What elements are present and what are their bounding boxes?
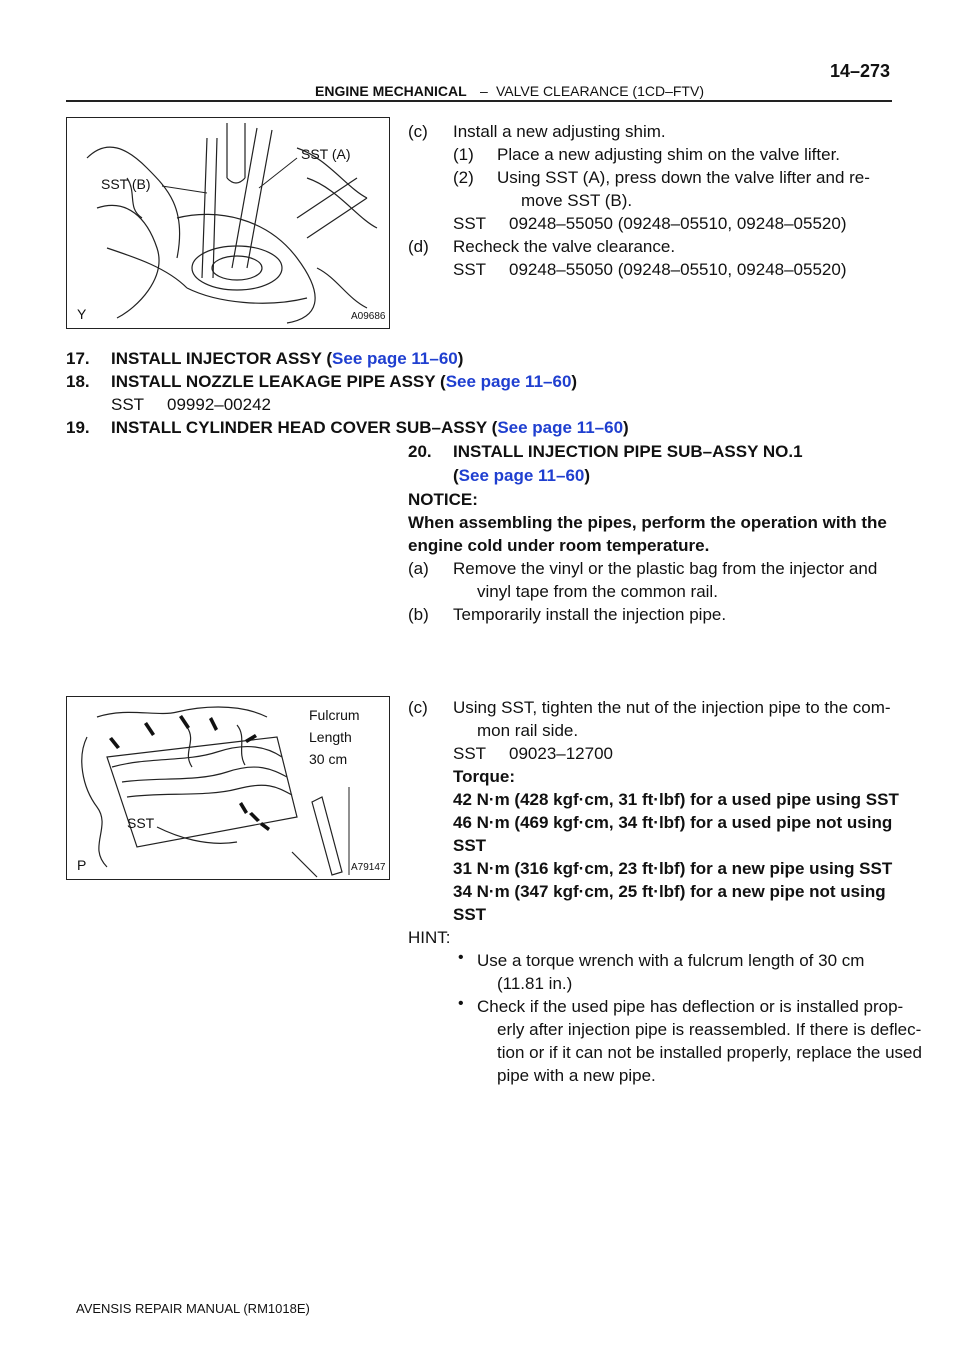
step-17-link[interactable]: See page 11–60 bbox=[332, 349, 458, 368]
torque-title: Torque: bbox=[453, 767, 516, 786]
figure-sst-valve-lifter bbox=[66, 117, 390, 329]
figure-2-illustration bbox=[67, 697, 389, 879]
step-d-text: Recheck the valve clearance. bbox=[453, 237, 676, 256]
substep-2-text-1: Using SST (A), press down the valve lifter and re- bbox=[497, 168, 870, 187]
footer-manual: AVENSIS REPAIR MANUAL (RM1018E) bbox=[76, 1301, 310, 1316]
step-19-end: ) bbox=[623, 418, 629, 437]
notice-line-2: engine cold under room temperature. bbox=[408, 536, 710, 555]
substep-1-mark: (1) bbox=[453, 145, 474, 164]
hint-1-line-2: (11.81 in.) bbox=[497, 974, 573, 993]
figure-1-label-sst-b: SST (B) bbox=[101, 176, 151, 192]
figure-injection-pipe bbox=[66, 696, 390, 880]
step-c2-mark: (c) bbox=[408, 698, 428, 717]
step-20-open: ( bbox=[453, 466, 459, 485]
hint-title: HINT: bbox=[408, 928, 451, 947]
figure-2-mark: P bbox=[77, 857, 87, 873]
torque-3: 31 N·m (316 kgf·cm, 23 ft·lbf) for a new pipe using SST bbox=[453, 859, 893, 878]
sst-3-label: SST bbox=[453, 744, 487, 763]
step-a-mark: (a) bbox=[408, 559, 429, 578]
hint-2-line-1: Check if the used pipe has deflection or is installed prop- bbox=[477, 997, 904, 1016]
page-number: 14–273 bbox=[830, 61, 891, 81]
step-18-text: INSTALL NOZZLE LEAKAGE PIPE ASSY ( bbox=[111, 372, 446, 391]
torque-2: 46 N·m (469 kgf·cm, 34 ft·lbf) for a used pipe not using bbox=[453, 813, 893, 832]
step-18 bbox=[111, 370, 577, 393]
step-18-end: ) bbox=[571, 372, 578, 391]
hint-2-line-4: pipe with a new pipe. bbox=[497, 1066, 656, 1085]
substep-2-text-2: move SST (B). bbox=[521, 191, 633, 210]
figure-2-label-30cm: 30 cm bbox=[309, 751, 348, 767]
hint-2-line-3: tion or if it can not be installed properly, replace the used bbox=[497, 1043, 922, 1062]
step-20-ref bbox=[453, 464, 590, 487]
header-rule bbox=[66, 100, 892, 102]
sst-2-value: 09248–55050 (09248–05510, 09248–05520) bbox=[509, 260, 847, 279]
step-18-sst-value: 09992–00242 bbox=[167, 395, 272, 414]
figure-1-label-sst-a: SST (A) bbox=[301, 146, 351, 162]
notice-line-1: When assembling the pipes, perform the operation with the bbox=[408, 513, 887, 532]
torque-4b: SST bbox=[453, 905, 487, 924]
hint-bullet-2: • bbox=[458, 995, 464, 1012]
torque-4: 34 N·m (347 kgf·cm, 25 ft·lbf) for a new pipe not using bbox=[453, 882, 886, 901]
substep-2-mark: (2) bbox=[453, 168, 474, 187]
step-c2-text-2: mon rail side. bbox=[477, 721, 579, 740]
torque-1: 42 N·m (428 kgf·cm, 31 ft·lbf) for a used pipe using SST bbox=[453, 790, 899, 809]
notice-title: NOTICE: bbox=[408, 490, 478, 509]
step-19-text: INSTALL CYLINDER HEAD COVER SUB–ASSY ( bbox=[111, 418, 498, 437]
sst-1-label: SST bbox=[453, 214, 487, 233]
figure-2-code: A79147 bbox=[351, 862, 386, 873]
step-19-number: 19. bbox=[66, 418, 90, 437]
step-20-text: INSTALL INJECTION PIPE SUB–ASSY NO.1 bbox=[453, 442, 803, 461]
step-20-number: 20. bbox=[408, 442, 432, 461]
step-b-mark: (b) bbox=[408, 605, 429, 624]
torque-2b: SST bbox=[453, 836, 487, 855]
figure-1-mark: Y bbox=[77, 306, 87, 322]
step-19-link[interactable]: See page 11–60 bbox=[497, 418, 624, 437]
sst-1-value: 09248–55050 (09248–05510, 09248–05520) bbox=[509, 214, 847, 233]
step-20-link[interactable]: See page 11–60 bbox=[458, 466, 585, 485]
figure-1-code: A09686 bbox=[351, 311, 386, 322]
sst-3-value: 09023–12700 bbox=[509, 744, 614, 763]
step-19 bbox=[111, 416, 629, 439]
step-c2-text-1: Using SST, tighten the nut of the injection pipe to the com- bbox=[453, 698, 891, 717]
header-separator: – bbox=[480, 83, 488, 99]
hint-2-line-2: erly after injection pipe is reassembled. If there is deflec- bbox=[497, 1020, 922, 1039]
figure-2-label-fulcrum: Fulcrum bbox=[309, 707, 360, 723]
step-17-number: 17. bbox=[66, 349, 90, 368]
step-17-text: INSTALL INJECTOR ASSY ( bbox=[111, 349, 333, 368]
step-18-link[interactable]: See page 11–60 bbox=[445, 372, 572, 391]
header-section: ENGINE MECHANICAL bbox=[315, 83, 467, 99]
step-a-text-1: Remove the vinyl or the plastic bag from the injector and bbox=[453, 559, 878, 578]
step-20-end: ) bbox=[584, 466, 591, 485]
hint-bullet-1: • bbox=[458, 949, 464, 966]
step-c-mark: (c) bbox=[408, 122, 428, 141]
step-17-end: ) bbox=[457, 349, 464, 368]
figure-2-label-sst: SST bbox=[127, 815, 155, 831]
substep-1-text: Place a new adjusting shim on the valve lifter. bbox=[497, 145, 841, 164]
step-18-number: 18. bbox=[66, 372, 90, 391]
step-a-text-2: vinyl tape from the common rail. bbox=[477, 582, 718, 601]
step-17 bbox=[111, 347, 463, 370]
step-d-mark: (d) bbox=[408, 237, 429, 256]
hint-1-line-1: Use a torque wrench with a fulcrum length of 30 cm bbox=[477, 951, 865, 970]
step-18-sst-label: SST bbox=[111, 395, 145, 414]
step-b-text: Temporarily install the injection pipe. bbox=[453, 605, 727, 624]
step-c-text: Install a new adjusting shim. bbox=[453, 122, 666, 141]
header-subsection: VALVE CLEARANCE (1CD–FTV) bbox=[496, 83, 704, 99]
figure-2-label-length: Length bbox=[309, 729, 352, 745]
sst-2-label: SST bbox=[453, 260, 487, 279]
